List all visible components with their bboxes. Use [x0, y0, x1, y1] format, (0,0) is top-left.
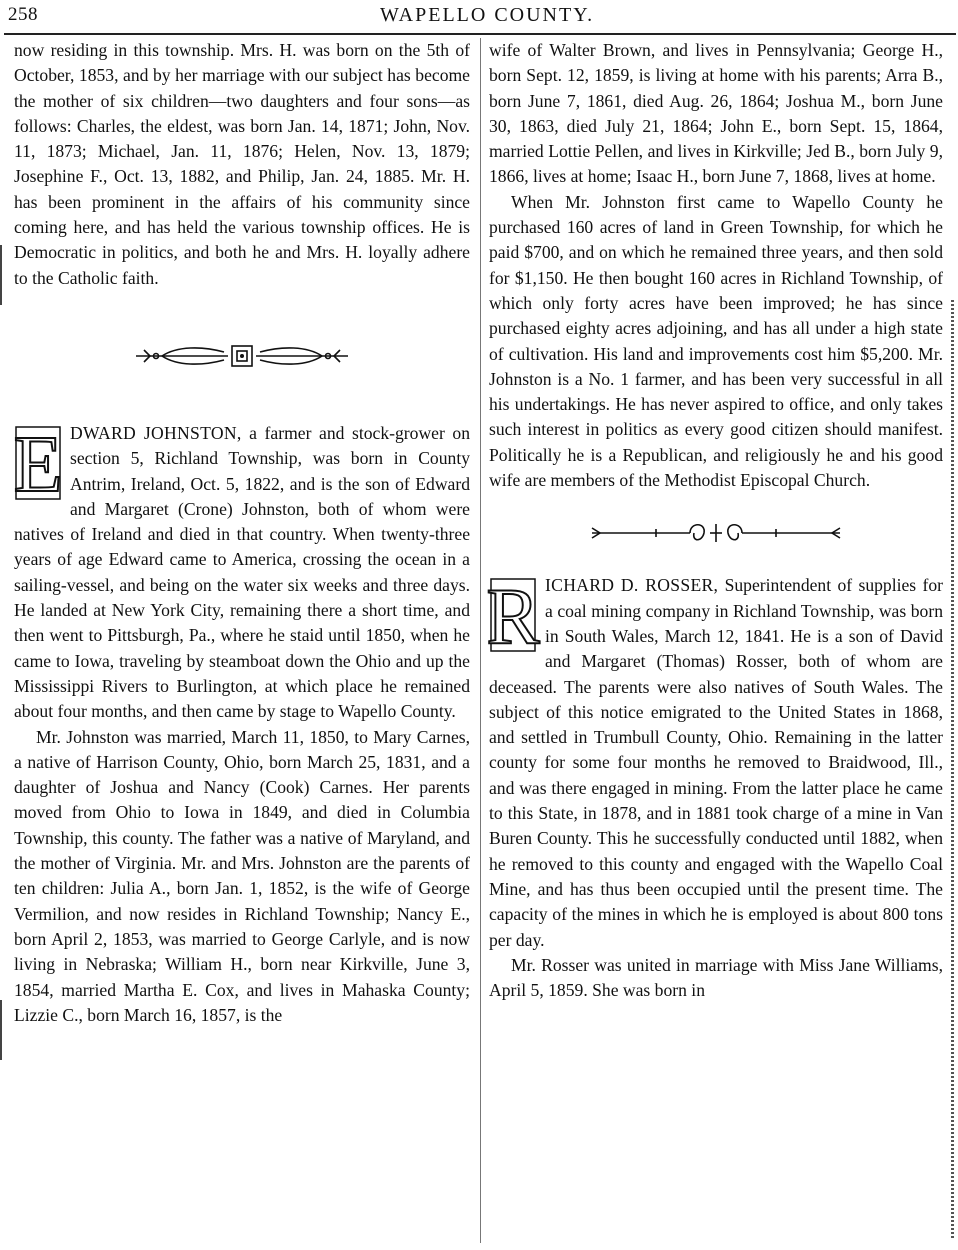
section-ornament — [489, 493, 943, 573]
rosser-intro — [489, 573, 943, 952]
section-ornament — [14, 291, 470, 421]
johnston-biography — [14, 421, 470, 725]
johnston-marriage: Mr. Johnston was married, March 11, 1850, to Mary Carnes, a native of Harrison County, Ohio, born March 25, 1831, and a daughter of Joshua and Nancy (Cook) Carnes. Her parents moved from Ohio to Iowa in 1849, and died in Columbia Township, this county. The father was a native of Maryland, and the mother of Virginia. Mr. and Mrs. Johnston are the parents of ten children: Julia A., born Jan. 1, 1852, is the wife of George Vermilion, and now resides in Richland Township; Nancy E., born April 2, 1853, was married to George Carlyle, and is now living in Nebraska; William H., born near Kirkville, June 3, 1854, married Martha E. Cox, and lives in Mahaska County; Lizzie C., born March 16, 1857, is the — [14, 726, 470, 1025]
johnston-intro-text: a farmer and stock-grower on section 5, Richland Township, was born in County Antrim, Ireland, Oct. 5, 1822, and is the son of Edward and Margaret (Crone) Johnston, both of whom were natives of Ireland and died in that country. When twenty-three years of age Edward came to America, crossing the ocean in a sailing-vessel, and being on the water six weeks and three days. He landed at New York City, remaining there a short time, and then went to Pittsburgh, Pa., where he staid until 1850, when he came to Iowa, traveling by steamboat down the Ohio and up the Mississippi Rivers to Burlington, at which place he remained about four months, and then came by stage to Wapello County. — [14, 422, 470, 722]
left-column — [14, 38, 470, 1250]
margin-mark — [0, 1000, 2, 1060]
header-rule — [4, 33, 956, 35]
johnston-name: DWARD JOHNSTON, — [70, 422, 242, 443]
dropcap-e — [13, 420, 63, 509]
hamilton-paragraph: now residing in this township. Mrs. H. was born on the 5th of October, 1853, and by her marriage with our subject has become the mother of six children—two daughters and four sons—as follows: Charles, the eldest, was born Jan. 14, 1871; John, Nov. 11, 1873; Michael, Jan. 11, 1876; Helen, Nov. 13, 1879; Josephine F., Oct. 13, 1882, and Philip, Jan. 24, 1885. Mr. H. has been prominent in the affairs of his community since coming here, and has held the various township offices. He is Democratic in politics, and both he and Mrs. H. loyally adhere to the Catholic faith. — [14, 40, 470, 288]
column-divider — [480, 38, 481, 1243]
rosser-name: ICHARD D. ROSSER, — [545, 575, 719, 596]
page-header — [0, 0, 958, 40]
johnston-intro — [14, 421, 470, 725]
scroll-ornament-icon — [132, 341, 352, 371]
dropcap-letter: R — [486, 573, 540, 662]
binding-edge — [951, 300, 954, 1240]
margin-mark — [0, 245, 2, 305]
dropcap-letter: E — [13, 420, 63, 509]
johnston-land: When Mr. Johnston first came to Wapello County he purchased 160 acres of land in Green Township, for which he paid $700, and on which he remained three years, and then sold for $1,150. He then bought 160 acres in Richland Township, of which only forty acres have been improved; he has since purchased eighty acres adjoining, and has all under a high state of cultivation. His land and improvements cost him $5,200. Mr. Johnston is a No. 1 farmer, and has been very successful in all his undertakings. He has never aspired to office, and only takes such interest in politics as every good citizen should manifest. Politically he is a Republican, and religiously he and his good wife are members of the Methodist Episcopal Church. — [489, 191, 943, 491]
rosser-intro-text: Superintendent of supplies for a coal mining company in Richland Township, was born in South Wales, March 12, 1841. He is a son of David and Margaret (Thomas) Rosser, both of whom are deceased. The parents were also natives of South Wales. The subject of this notice emigrated to the United States in 1868, and settled in Trumbull County, Ohio. Remaining in the latter county for some four months he removed to Braidwood, Ill., and was there engaged in mining. From the latter place he came to this State, in 1878, and in 1881 took charge of a mine in Van Buren County. This he successfully conducted until 1882, when he removed to this county and engaged with the Wapello Coal Mine, and has thus been occupied until the present time. The capacity of the mines in which he is employed is about 800 tons per day. — [489, 575, 944, 950]
rosser-biography — [486, 573, 944, 952]
page-number: 258 — [8, 4, 38, 25]
right-column — [486, 38, 944, 1250]
dropcap-r — [486, 573, 540, 662]
arrow-ornament-icon — [586, 518, 846, 548]
running-title: WAPELLO COUNTY. — [380, 4, 595, 26]
johnston-children-cont: wife of Walter Brown, and lives in Pennsylvania; George H., born Sept. 12, 1859, is living at home with his parents; Arra B., born June 7, 1861, died Aug. 26, 1864; Joshua M., born June 30, 1863, died July 21, 1864; John E., born Sept. 15, 1864, married Lottie Pellen, and lives in Kirkville; Jed B., born July 9, 1866, lives at home; Isaac H., born June 7, 1868, lives at home. — [489, 40, 943, 187]
rosser-marriage: Mr. Rosser was united in marriage with Miss Jane Williams, April 5, 1859. She was born in — [489, 954, 943, 1001]
